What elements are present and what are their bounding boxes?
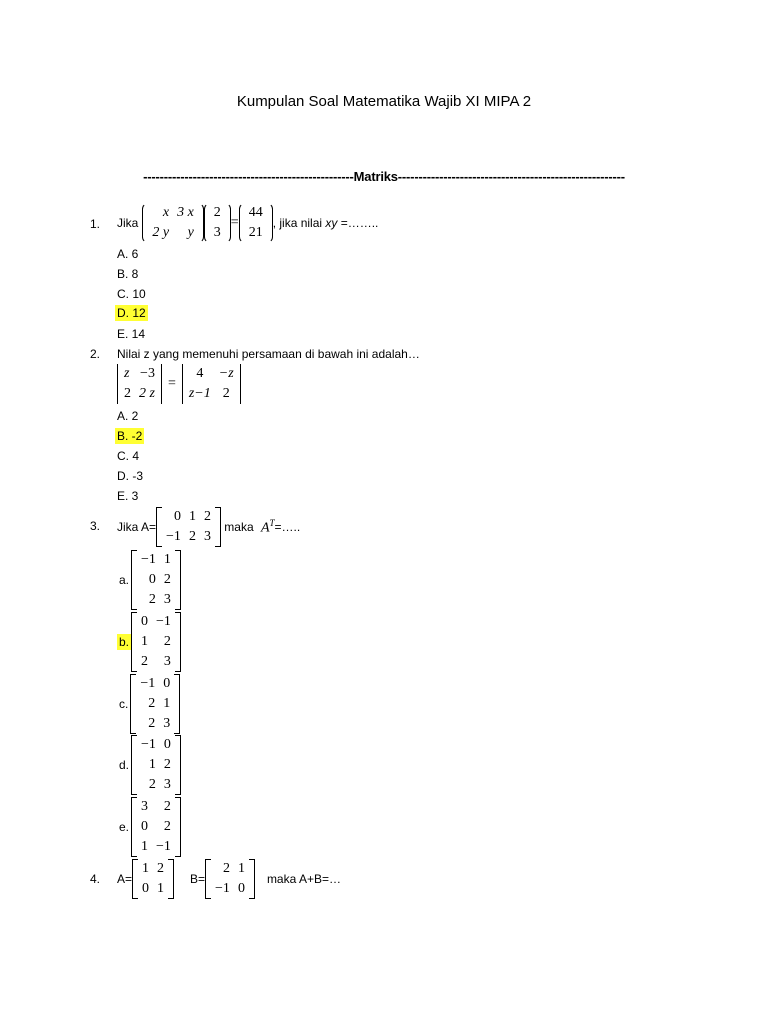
question-1-prefix: Jika [117, 216, 139, 230]
question-3-prefix: Jika A= [117, 520, 157, 534]
q3-option-e-matrix: 3 2 0 2 1 −1 [131, 797, 181, 857]
question-4-suffix: maka A+B=… [266, 872, 341, 886]
q3-option-b-answer[interactable] [117, 612, 181, 672]
question-1-number: 1. [90, 217, 101, 231]
q3-option-a-label: a. [119, 573, 130, 587]
question-2-text: Nilai z yang memenuhi persamaan di bawah ini adalah… [117, 347, 420, 361]
q1-option-e[interactable]: E. 14 [117, 327, 146, 341]
question-4-text [117, 859, 341, 899]
question-2-determinant-right: 4 −z z−1 2 [180, 364, 243, 404]
question-3-mid: maka [220, 520, 257, 534]
q3-option-b-label: b. [119, 635, 130, 649]
question-3-text [117, 507, 300, 547]
q1-option-d-answer[interactable]: D. 12 [117, 306, 146, 320]
q3-option-c-matrix: −1 0 2 1 2 3 [130, 674, 180, 734]
question-3-number: 3. [90, 519, 101, 533]
q3-option-c[interactable] [117, 674, 180, 734]
question-4-a-label: A= [117, 872, 133, 886]
q3-option-d[interactable] [117, 735, 181, 795]
question-3-transpose: $A^T$ [260, 517, 275, 536]
q2-option-d[interactable]: D. -3 [117, 469, 144, 483]
question-3-suffix: =….. [274, 520, 301, 534]
q1-option-b[interactable]: B. 8 [117, 267, 139, 281]
section-header-matriks: ---------------------------------------------------Matriks------------------------------------------------------- [143, 169, 625, 184]
question-1-result-vector: 44 21 [239, 203, 273, 243]
question-3-matrix-a: 0 1 2 −1 2 3 [156, 507, 221, 547]
question-1-equals: = [230, 215, 239, 230]
question-1-suffix: , jika nilai xy =…….. [272, 216, 379, 230]
q1-option-a[interactable]: A. 6 [117, 247, 139, 261]
question-4-b-label: B= [190, 872, 206, 886]
question-4-number: 4. [90, 872, 101, 886]
q2-option-b-answer[interactable]: B. -2 [117, 429, 143, 443]
q3-option-c-label: c. [119, 697, 129, 711]
q2-option-a[interactable]: A. 2 [117, 409, 139, 423]
q3-option-b-matrix: 0 −1 1 2 2 3 [131, 612, 181, 672]
question-4-matrix-b: 2 1 −1 0 [205, 859, 255, 899]
q3-option-e[interactable] [117, 797, 181, 857]
question-1-text [117, 203, 378, 243]
q2-option-e[interactable]: E. 3 [117, 489, 139, 503]
question-4-matrix-a: 1 2 0 1 [132, 859, 174, 899]
question-2-equation [115, 364, 243, 404]
q3-option-d-matrix: −1 0 1 2 2 3 [131, 735, 181, 795]
question-2-equals: = [167, 376, 176, 391]
q3-option-e-label: e. [119, 820, 130, 834]
question-2-number: 2. [90, 347, 101, 361]
q3-option-d-label: d. [119, 758, 130, 772]
document-title: Kumpulan Soal Matematika Wajib XI MIPA 2 [236, 93, 532, 110]
q3-option-a-matrix: −1 1 0 2 2 3 [131, 550, 181, 610]
q2-option-c[interactable]: C. 4 [117, 449, 140, 463]
question-2-determinant-left: z −3 2 2 z [115, 364, 164, 404]
q3-option-a[interactable] [117, 550, 181, 610]
q1-option-c[interactable]: C. 10 [117, 287, 146, 301]
question-1-vector: 2 3 [204, 203, 231, 243]
question-1-matrix-left: x 3 x 2 y y [142, 203, 203, 243]
